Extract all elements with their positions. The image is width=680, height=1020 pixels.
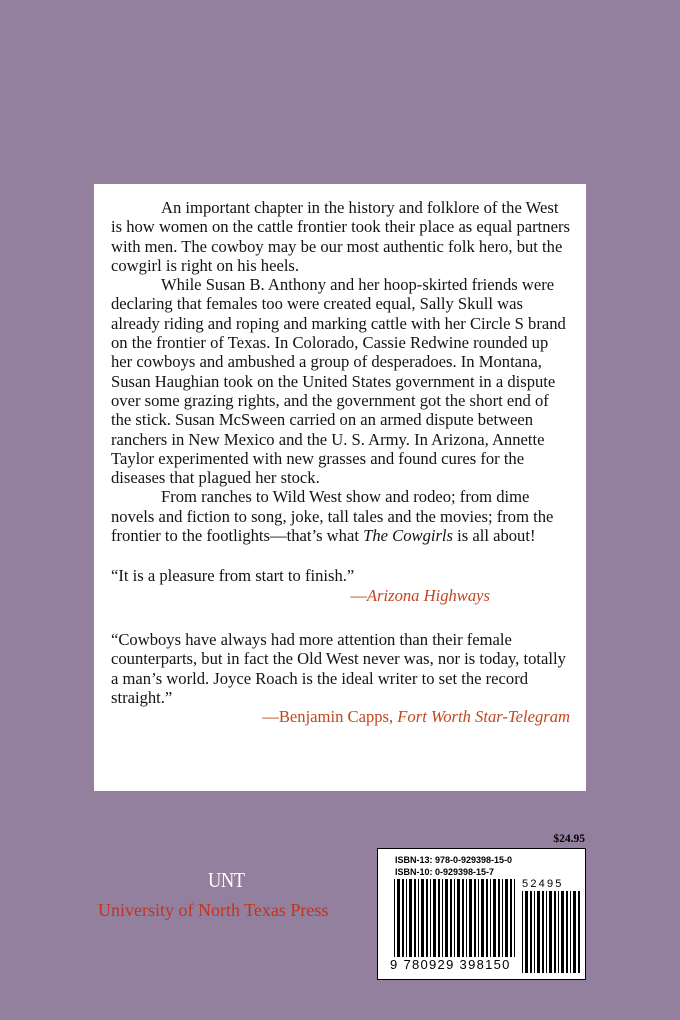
barcode-block	[377, 848, 586, 980]
isbn-10: ISBN-10: 0-929398-15-7	[395, 867, 495, 877]
barcode-addon-digits: 52495	[522, 878, 564, 890]
review-attribution-1	[111, 586, 570, 605]
barcode-ean-digits: 9 780929 398150	[390, 957, 511, 972]
publisher-name: University of North Texas Press	[98, 900, 329, 920]
review-source-2: Fort Worth Star-Telegram	[397, 707, 570, 727]
review-quote-2: “Cowboys have always had more attention than their female counterparts, but in fact the Old West never was, nor is today, totally a man’s world. Joyce Roach is the ideal writer to set the record straight.”	[111, 629, 566, 707]
review-attribution-2	[111, 707, 570, 726]
review-quote-1: “It is a pleasure from start to finish.”	[111, 566, 355, 586]
attribution-dash-2: —	[262, 707, 279, 727]
blurb-closing-end: is all about!	[453, 526, 536, 546]
review-author-2: Benjamin Capps,	[278, 707, 398, 727]
attribution-dash-1: —	[350, 585, 367, 605]
isbn-13: ISBN-13: 978-0-929398-15-0	[395, 855, 513, 865]
blurb-closing-text: From ranches to Wild West show and rodeo; from dime novels and fiction to song, joke, tall tales and the movies; from the frontier to the footlights—that’s what	[111, 487, 554, 546]
blurb-paragraph-1: An important chapter in the history and folklore of the West is how women on the cattle frontier took their place as equal partners with men. The cowboy may be our most authentic folk hero, but the cowgirl is right on his heels.	[111, 198, 570, 275]
book-title: The Cowgirls	[363, 526, 453, 546]
unt-logo: UNT	[208, 868, 245, 892]
blurb-paragraph-2: While Susan B. Anthony and her hoop-skirted friends were declaring that females too were created equal, Sally Skull was already riding and roping and marking cattle with her Circle S brand on the frontier of Texas. In Colorado, Cassie Redwine rounded up her cowboys and ambushed a group of desperadoes. In Montana, Susan Haughian took on the United States government in a dispute over some grazing rights, and the government got the short end of the stick. Susan McSween carried on an armed dispute between ranchers in New Mexico and the U. S. Army. In Arizona, Annette Taylor experimented with new grasses and found cures for the diseases that plagued her stock.	[111, 275, 566, 488]
blurb-paragraph-3	[111, 487, 570, 545]
back-cover-blurb	[94, 184, 586, 791]
review-source-1: Arizona Highways	[366, 585, 490, 605]
price-label: $24.95	[553, 833, 585, 845]
